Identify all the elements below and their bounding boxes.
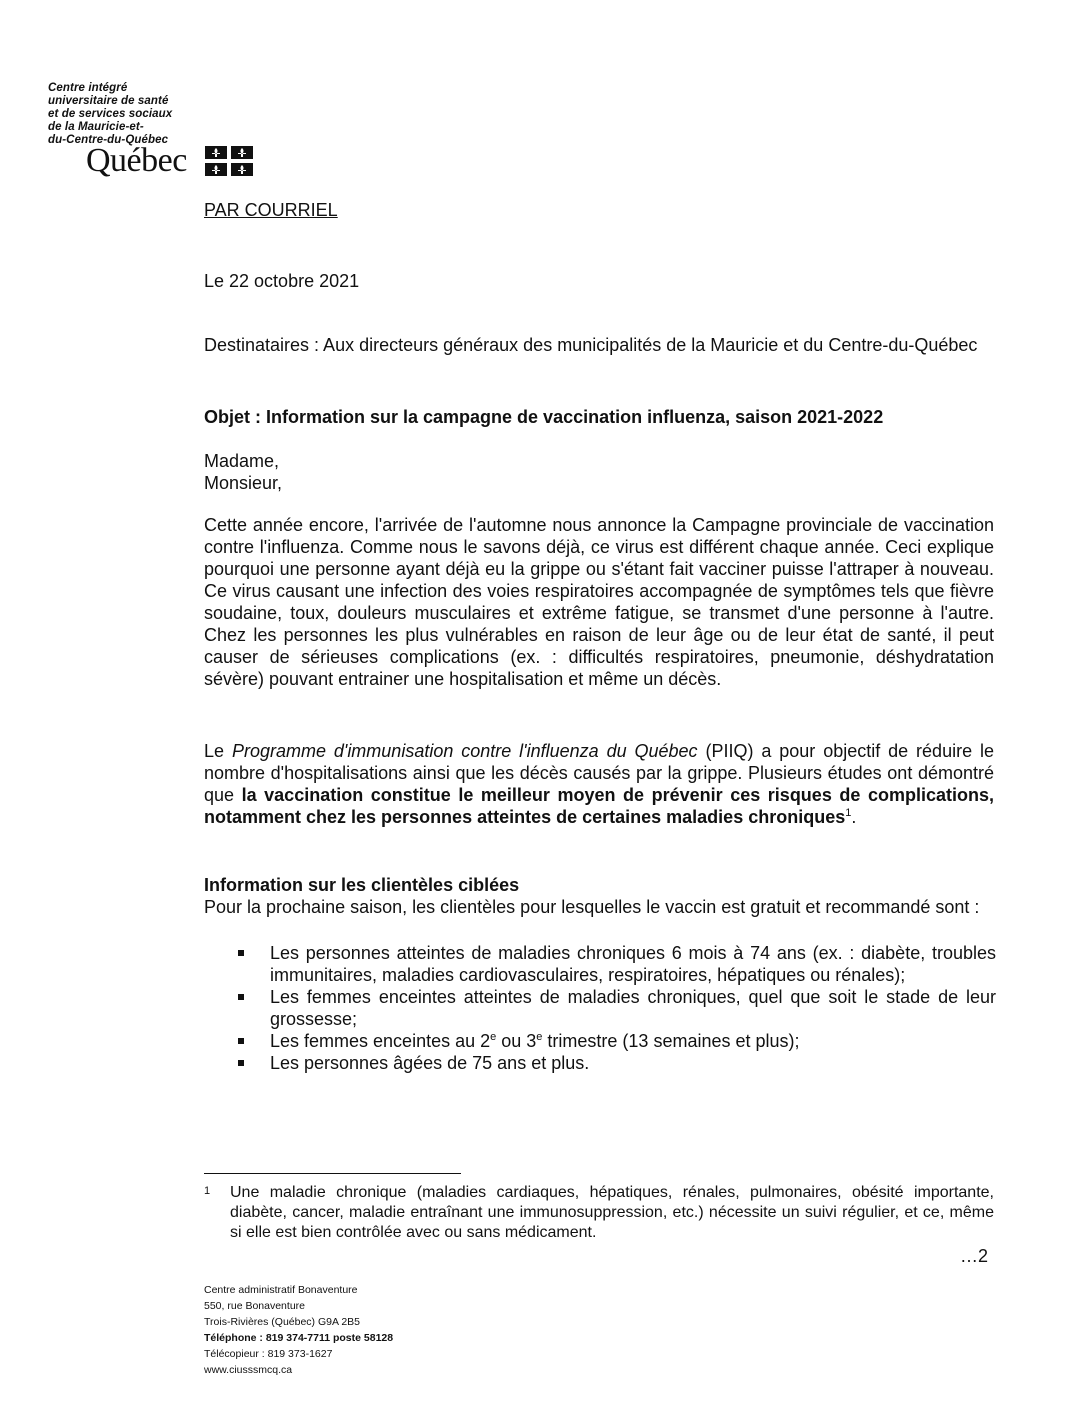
text-span: . bbox=[851, 807, 857, 827]
phone-number: Téléphone : 819 374-7711 poste 58128 bbox=[204, 1332, 394, 1344]
sender-address bbox=[204, 1282, 393, 1378]
salutation-line: Madame, bbox=[204, 451, 280, 471]
list-item-text: Les personnes atteintes de maladies chroniques 6 mois à 74 ans (ex. : diabète, troubles immunitaires, maladies cardiovasculaires, respiratoires, hépatiques ou rénales); bbox=[270, 943, 996, 985]
subject-line: Objet : Information sur la campagne de vaccination influenza, saison 2021-2022 bbox=[204, 407, 884, 427]
footnote-number: 1 bbox=[204, 1185, 211, 1197]
body-paragraph bbox=[204, 740, 994, 828]
address-line: Trois-Rivières (Québec) G9A 2B5 bbox=[204, 1316, 360, 1328]
list-item-text: Les femmes enceintes atteintes de maladies chroniques, quel que soit le stade de leur grossesse; bbox=[270, 987, 996, 1029]
target-groups-list bbox=[234, 942, 996, 1074]
footnote-separator bbox=[204, 1173, 461, 1174]
text-span: (PIIQ) a pour objectif de réduire le nombre d'hospitalisations ainsi que les décès causés par la grippe. Plusieurs études ont démontré que bbox=[204, 741, 994, 805]
footnote-text: Une maladie chronique (maladies cardiaques, hépatiques, rénales, pulmonaires, obésité importante, diabète, cancer, maladie entraînant une immunosuppression, etc.) nécessite un suivi régulier, et ce, même si elle est bien contrôlée avec ou sans médicament. bbox=[230, 1184, 994, 1241]
quebec-wordmark: Québec bbox=[86, 142, 187, 179]
org-line: et de services sociaux bbox=[48, 108, 173, 120]
list-item bbox=[234, 986, 996, 1030]
organization-name bbox=[48, 82, 172, 147]
emphasis-text: la vaccination constitue le meilleur moyen de prévenir ces risques de complications, notamment chez les personnes atteintes de certaines maladies chroniques bbox=[204, 785, 994, 827]
section-intro: Pour la prochaine saison, les clientèles pour lesquelles le vaccin est gratuit et recommandé sont : bbox=[204, 897, 980, 917]
bullet-icon bbox=[238, 994, 244, 1000]
org-line: universitaire de santé bbox=[48, 95, 169, 107]
salutation-line: Monsieur, bbox=[204, 473, 283, 493]
ordinal-sup: e bbox=[536, 1031, 543, 1043]
address-line: Centre administratif Bonaventure bbox=[204, 1284, 358, 1296]
bullet-icon bbox=[238, 1060, 244, 1066]
recipients: Destinataires : Aux directeurs généraux des municipalités de la Mauricie et du Centre-du-Québec bbox=[204, 335, 978, 355]
list-item-text: ou 3 bbox=[496, 1031, 537, 1051]
section-title: Information sur les clientèles ciblées bbox=[204, 875, 520, 895]
list-item-text: trimestre (13 semaines et plus); bbox=[542, 1031, 800, 1051]
salutation bbox=[204, 450, 282, 494]
list-item-text: Les personnes âgées de 75 ans et plus. bbox=[270, 1053, 590, 1073]
text-span: Le bbox=[204, 741, 232, 761]
fax-number: Télécopieur : 819 373-1627 bbox=[204, 1348, 333, 1360]
program-name: Programme d'immunisation contre l'influenza du Québec bbox=[231, 741, 698, 761]
org-line: de la Mauricie-et- bbox=[48, 121, 144, 133]
list-item-text: Les femmes enceintes au 2 bbox=[270, 1031, 491, 1051]
address-line: 550, rue Bonaventure bbox=[204, 1300, 305, 1312]
footnote-ref[interactable]: 1 bbox=[845, 807, 852, 819]
list-item bbox=[234, 942, 996, 986]
body-paragraph: Cette année encore, l'arrivée de l'automne nous annonce la Campagne provinciale de vaccination contre l'influenza. Comme nous le savons déjà, ce virus est différent chaque année. Ceci explique pourquoi une personne ayant déjà eu la grippe ou s'étant fait vacciner puisse l'attraper à nouveau. Ce virus causant une infection des voies respiratoires accompagnée de symptômes tels que fièvre soudaine, toux, douleurs musculaires et extrême fatigue, se transmet d'une personne à l'autre. Chez les personnes les plus vulnérables en raison de leur âge ou de leur état de santé, il peut causer de sérieuses complications (ex. : difficultés respiratoires, pneumonie, déshydratation sévère) pouvant entrainer une hospitalisation et même un décès. bbox=[204, 515, 994, 689]
ordinal-sup: e bbox=[490, 1031, 497, 1043]
delivery-method: PAR COURRIEL bbox=[204, 200, 338, 220]
footnote bbox=[204, 1183, 994, 1243]
website-link[interactable]: www.ciusssmcq.ca bbox=[204, 1364, 293, 1376]
org-line: Centre intégré bbox=[48, 82, 128, 94]
quebec-flag-icon bbox=[205, 146, 253, 176]
list-item bbox=[234, 1052, 996, 1074]
page-continuation: …2 bbox=[960, 1246, 989, 1266]
org-line: du-Centre-du-Québec bbox=[48, 134, 169, 146]
letter-date: Le 22 octobre 2021 bbox=[204, 271, 360, 291]
bullet-icon bbox=[238, 1038, 244, 1044]
bullet-icon bbox=[238, 950, 244, 956]
list-item bbox=[234, 1030, 996, 1052]
